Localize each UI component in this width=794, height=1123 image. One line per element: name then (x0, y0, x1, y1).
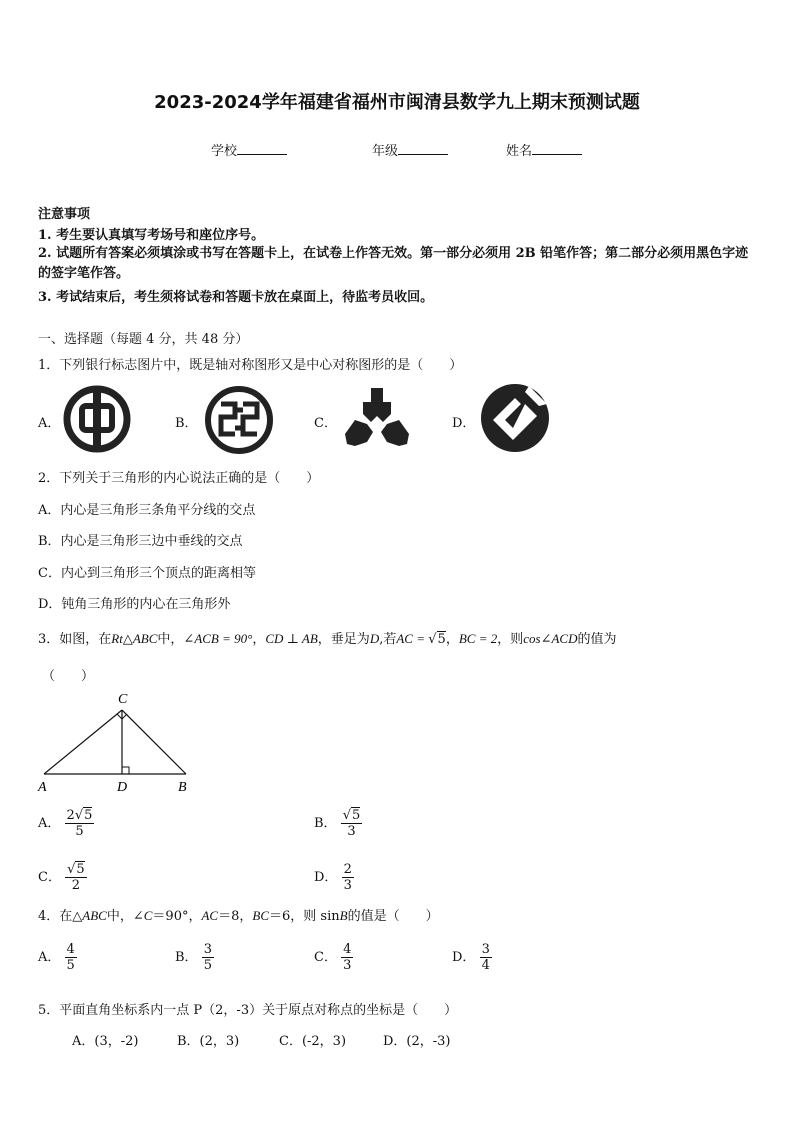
note-item: 3. 考试结束后，考生须将试卷和答题卡放在桌面上，待监考员收回。 (38, 290, 434, 305)
q4-option-a[interactable]: A． $\frac{4}{5}$ (38, 942, 75, 973)
q2-option-d[interactable]: D．钝角三角形的内心在三角形外 (38, 597, 231, 612)
q4-option-b[interactable]: B． $\frac{3}{5}$ (175, 942, 212, 973)
q5-option-d[interactable]: D．(2，-3) (383, 1034, 451, 1049)
icbc-logo-icon (203, 384, 275, 456)
q4-option-d[interactable]: D． $\frac{3}{4}$ (452, 942, 490, 973)
q3-option-b[interactable]: B． $\frac{√5}{3}$ (314, 808, 361, 839)
label-b: B (178, 780, 187, 795)
bank-tri-logo-icon (341, 384, 413, 452)
question-3-paren: （ ） (42, 669, 95, 684)
question-3-stem: 3．如图，在Rt△ABC中，∠ACB = 90°，CD ⊥ AB，垂足为D,若AC = √5，BC = 2，则cos∠ACD的值为 (38, 631, 617, 647)
grade-field[interactable]: 年级 (372, 140, 448, 159)
q5-option-a[interactable]: A．(3，-2) (72, 1034, 139, 1049)
page-title: 2023-2024学年福建省福州市闽清县数学九上期末预测试题 (154, 92, 640, 113)
question-2-stem: 2．下列关于三角形的内心说法正确的是（ ） (38, 471, 320, 486)
q3-option-d[interactable]: D． $\frac{2}{3}$ (314, 862, 352, 893)
q5-option-c[interactable]: C．(-2，3) (279, 1034, 347, 1049)
q2-option-a[interactable]: A．内心是三角形三条角平分线的交点 (38, 503, 256, 518)
label-d: D (117, 780, 128, 795)
section-heading: 一、选择题（每题 4 分，共 48 分） (38, 332, 249, 347)
school-field[interactable]: 学校 (211, 140, 287, 159)
q1-option-a[interactable]: A． (38, 416, 61, 431)
q1-option-d[interactable]: D． (452, 416, 476, 431)
label-c: C (118, 692, 128, 707)
q5-option-b[interactable]: B．(2，3) (177, 1034, 240, 1049)
question-5-stem: 5．平面直角坐标系内一点 P（2，-3）关于原点对称点的坐标是（ ） (38, 1003, 458, 1018)
question-4-stem: 4．在△ABC中，∠C＝90°，AC＝8，BC＝6，则 sinB的值是（ ） (38, 908, 439, 924)
q1-option-b[interactable]: B． (175, 416, 198, 431)
name-field[interactable]: 姓名 (506, 140, 582, 159)
note-item: 2. 试题所有答案必须填涂或书写在答题卡上，在试卷上作答无效。第一部分必须用 2B 铅笔作答；第二部分必须用黑色字迹的签字笔作答。 (38, 246, 749, 281)
bank-of-china-logo-icon (62, 384, 132, 454)
triangle-figure (36, 688, 196, 794)
q3-option-a[interactable]: A． $\frac{2√5}{5}$ (38, 808, 93, 839)
question-1-stem: 1．下列银行标志图片中，既是轴对称图形又是中心对称图形的是（ ） (38, 358, 463, 373)
label-a: A (38, 780, 47, 795)
q2-option-c[interactable]: C．内心到三角形三个顶点的距离相等 (38, 566, 256, 581)
q3-option-c[interactable]: C． $\frac{√5}{2}$ (38, 862, 85, 893)
q4-option-c[interactable]: C． $\frac{4}{3}$ (314, 942, 352, 973)
note-item: 1. 考生要认真填写考场号和座位序号。 (38, 228, 265, 243)
q1-option-c[interactable]: C． (314, 416, 337, 431)
ccb-logo-icon (479, 382, 551, 454)
notes-heading: 注意事项 (38, 207, 91, 222)
q2-option-b[interactable]: B．内心是三角形三边中垂线的交点 (38, 534, 243, 549)
